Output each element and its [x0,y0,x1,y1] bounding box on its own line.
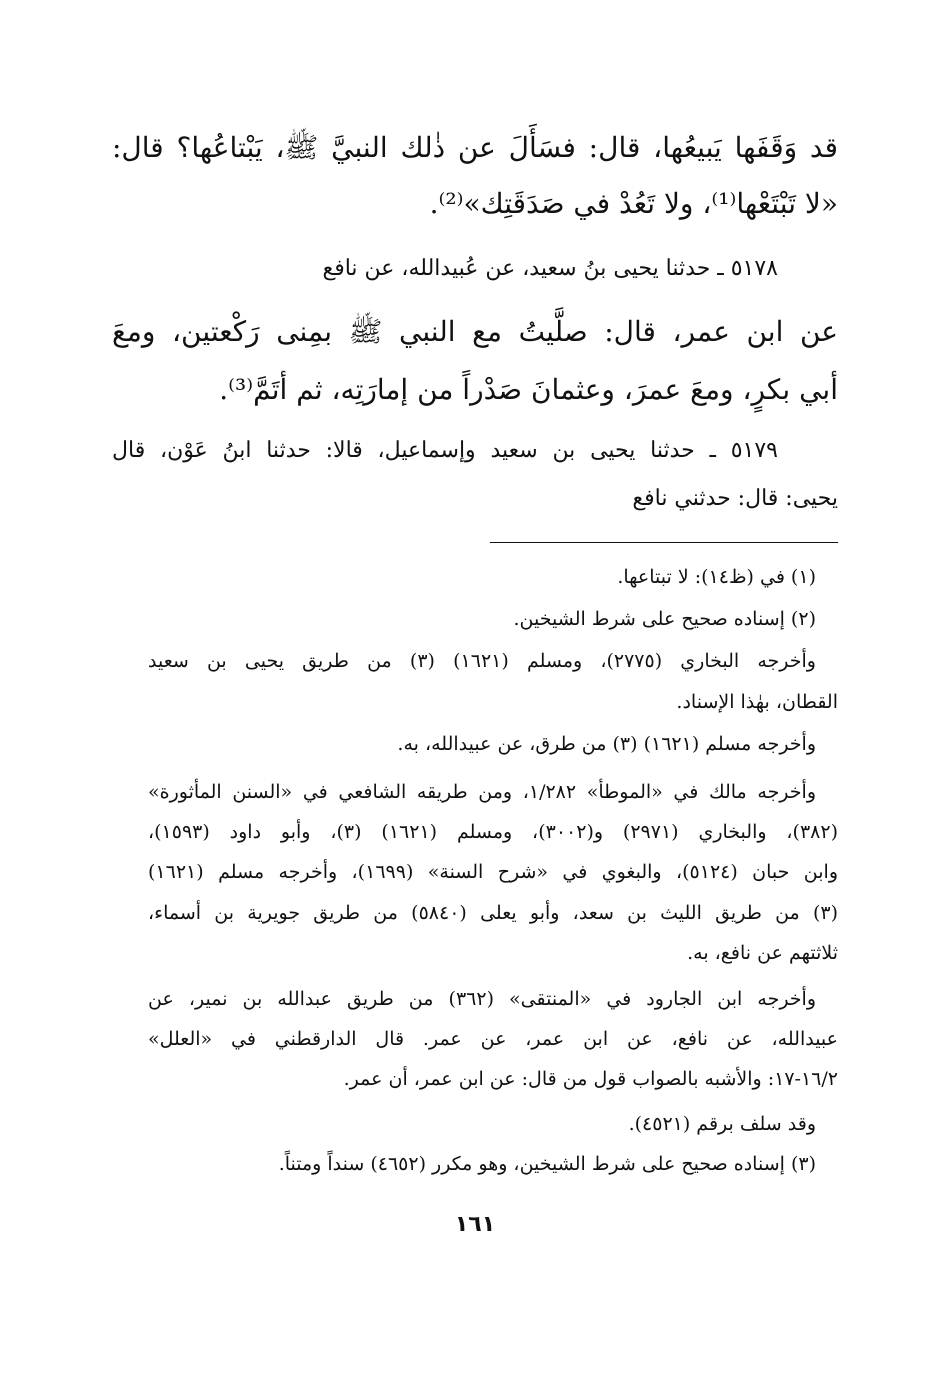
footnote-line: وقد سلف برقم (٤٥٢١). [628,1113,816,1135]
main-line: أبي بكرٍ، ومعَ عمرَ، وعثمانَ صَدْراً من إمارَتِه، ثم أتَمَّ⁽³⁾. [219,373,838,406]
footnote-line: (٣) من طريق الليث بن سعد، وأبو يعلى (٥٨٤٠) من طريق جويرية بن أسماء، [148,902,838,924]
footnote-line: (٣٨٢)، والبخاري (٢٩٧١) و(٣٠٠٢)، ومسلم (١٦٢١) (٣)، وأبو داود (١٥٩٣)، [148,821,838,843]
footnote-line: القطان، بهٰذا الإسناد. [676,691,838,713]
footnote-line: وابن حبان (٥١٢٤)، والبغوي في «شرح السنة» (١٦٩٩)، وأخرجه مسلم (١٦٢١) [148,861,839,883]
main-line: عن ابن عمر، قال: صلَّيتُ مع النبي ﷺ بمِنى رَكْعتين، ومعَ [112,315,838,348]
footnote-line: (٣) إسناده صحيح على شرط الشيخين، وهو مكرر (٤٦٥٢) سنداً ومتناً. [278,1153,816,1175]
footnote-line: وأخرجه مسلم (١٦٢١) (٣) من طرق، عن عبيدالله، به. [397,733,816,755]
footnote-line: وأخرجه ابن الجارود في «المنتقى» (٣٦٢) من طريق عبدالله بن نمير، عن [148,988,816,1010]
footnote-line: ثلاثتهم عن نافع، به. [687,942,838,964]
footnote-line: (٢) إسناده صحيح على شرط الشيخين. [513,608,816,630]
footnote-line: ١٦/٢-١٧: والأشبه بالصواب قول من قال: عن ابن عمر، أن عمر. [343,1068,838,1090]
main-line: يحيى: قال: حدثني نافع [632,486,838,511]
footnote-separator [490,542,838,543]
main-line: قد وَقَفَها يَبيعُها، قال: فسَأَلَ عن ذٰلك النبيَّ ﷺ، يَبْتاعُها؟ قال: [112,131,838,164]
footnote-line: (١) في (ظ١٤): لا تبتاعها. [617,566,816,588]
footnote-line: وأخرجه مالك في «الموطأ» ١/٢٨٢، ومن طريقه الشافعي في «السنن المأثورة» [148,781,816,803]
page-number: ١٦١ [454,1212,496,1237]
main-line: «لا تَبْتَعْها⁽¹⁾، ولا تَعُدْ في صَدَقَتِك»⁽²⁾. [429,187,838,220]
hadith-number-5178: ٥١٧٨ ـ حدثنا يحيى بنُ سعيد، عن عُبيدالله، عن نافع [322,256,778,281]
footnote-line: عبيدالله، عن نافع، عن ابن عمر، عن عمر. قال الدارقطني في «العلل» [148,1028,838,1050]
hadith-number-5179: ٥١٧٩ ـ حدثنا يحيى بن سعيد وإسماعيل، قالا: حدثنا ابنُ عَوْن، قال [112,438,778,463]
footnote-line: وأخرجه البخاري (٢٧٧٥)، ومسلم (١٦٢١) (٣) من طريق يحيى بن سعيد [148,650,816,672]
